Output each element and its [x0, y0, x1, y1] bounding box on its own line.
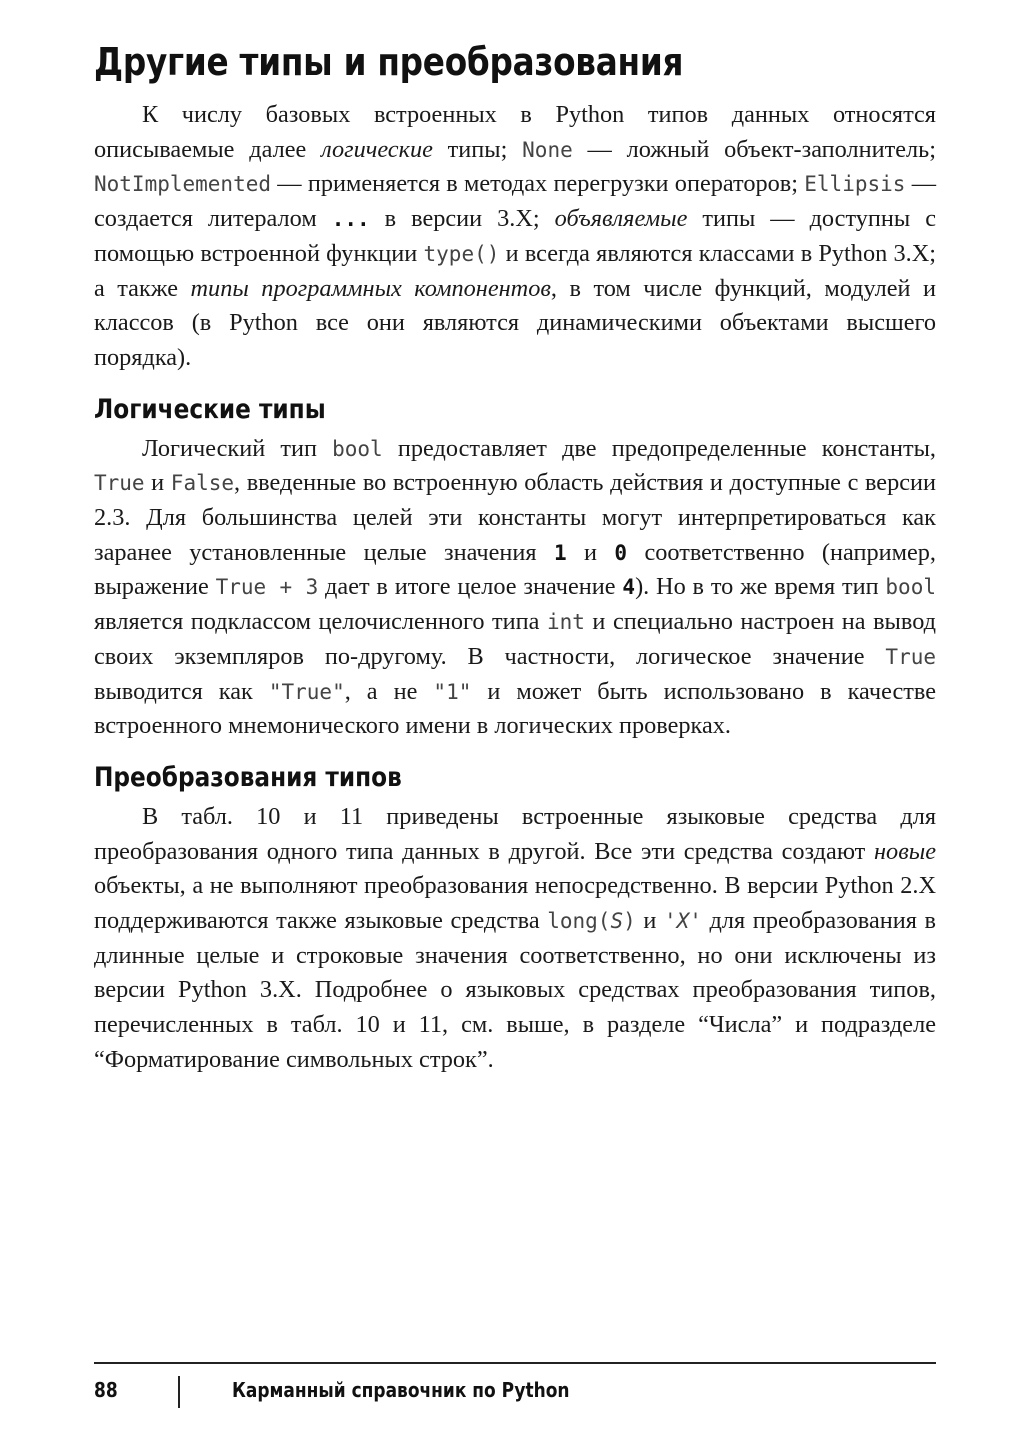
term-logical: логические: [321, 135, 433, 163]
code-backquote-x: 'X': [663, 909, 702, 934]
bold-zero: 0: [614, 540, 628, 565]
bold-one: 1: [553, 540, 567, 565]
code-true-plus-3: True + 3: [215, 575, 319, 600]
code-one-string: "1": [433, 679, 472, 704]
page-footer: [94, 1362, 936, 1404]
code-type: type(): [423, 241, 500, 266]
page-content: [94, 36, 936, 1078]
code-none: None: [522, 137, 573, 162]
code-true: True: [94, 471, 145, 496]
intro-paragraph: К числу базовых встроенных в Python типов данных относятся описываемые далее логические типы; None — ложный объект-заполнитель; NotImplemented — применяется в методах перегрузки операторов; Ellipsis — создается литералом ... в версии 3.X; объявляемые типы — доступны с помощью встроенной функции type() и всегда являются классами в Python 3.X; а также типы программных компонентов, в том числе функций, модулей и классов (в Python все они являются динамическими объектами высшего порядка).: [94, 101, 937, 371]
term-declared: объявляемые: [554, 205, 688, 233]
code-notimplemented: NotImplemented: [94, 172, 272, 197]
code-true-2: True: [885, 644, 936, 669]
code-long: long(S): [547, 909, 636, 934]
code-false: False: [170, 471, 235, 496]
term-new: новые: [874, 837, 936, 865]
page-title: Другие типы и преобразования: [94, 40, 684, 84]
code-int: int: [546, 610, 585, 635]
code-bool: bool: [332, 436, 383, 461]
bold-four: 4: [622, 575, 636, 600]
type-conversions-paragraph: В табл. 10 и 11 приведены встроенные языковые средства для преобразования одного типа данных в другой. Все эти средства создают новые объекты, а не выполняют преобразования непосредственно. В версии Python 2.X поддерживаются также языковые средства long(S) и 'X' для преобразования в длинные целые и строковые значения соответственно, но они исключены из версии Python 3.X. Подробнее о языковых средствах преобразования типов, перечисленных в табл. 10 и 11, см. выше, в разделе “Числа” и подразделе “Форматирование символьных строк”.: [94, 802, 936, 1073]
term-program-component-types: типы программных компонентов: [190, 274, 551, 302]
code-ellipsis-literal: ...: [331, 207, 370, 232]
code-bool-2: bool: [885, 575, 936, 600]
running-title: Карманный справочник по Python: [232, 1378, 570, 1402]
section-heading-logical-types: Логические типы: [94, 393, 326, 425]
logical-types-paragraph: Логический тип bool предоставляет две предопределенные константы, True и False, введенные во встроенную область действия и доступные с версии 2.3. Для большинства целей эти константы могут интерпретироваться как заранее установленные целые значения 1 и 0 соответственно (например, выражение True + 3 дает в итоге целое значение 4). Но в то же время тип bool является подклассом целочисленного типа int и специально настроен на вывод своих экземпляров по-другому. В частности, логическое значение True выводится как "True", а не "1" и может быть использовано в качестве встроенного мнемонического имени в логических проверках.: [94, 434, 937, 740]
code-true-string: "True": [268, 679, 345, 704]
code-ellipsis: Ellipsis: [804, 172, 906, 197]
section-heading-type-conversions: Преобразования типов: [94, 761, 402, 793]
footer-separator: [178, 1376, 180, 1408]
page-number: 88: [94, 1378, 118, 1402]
